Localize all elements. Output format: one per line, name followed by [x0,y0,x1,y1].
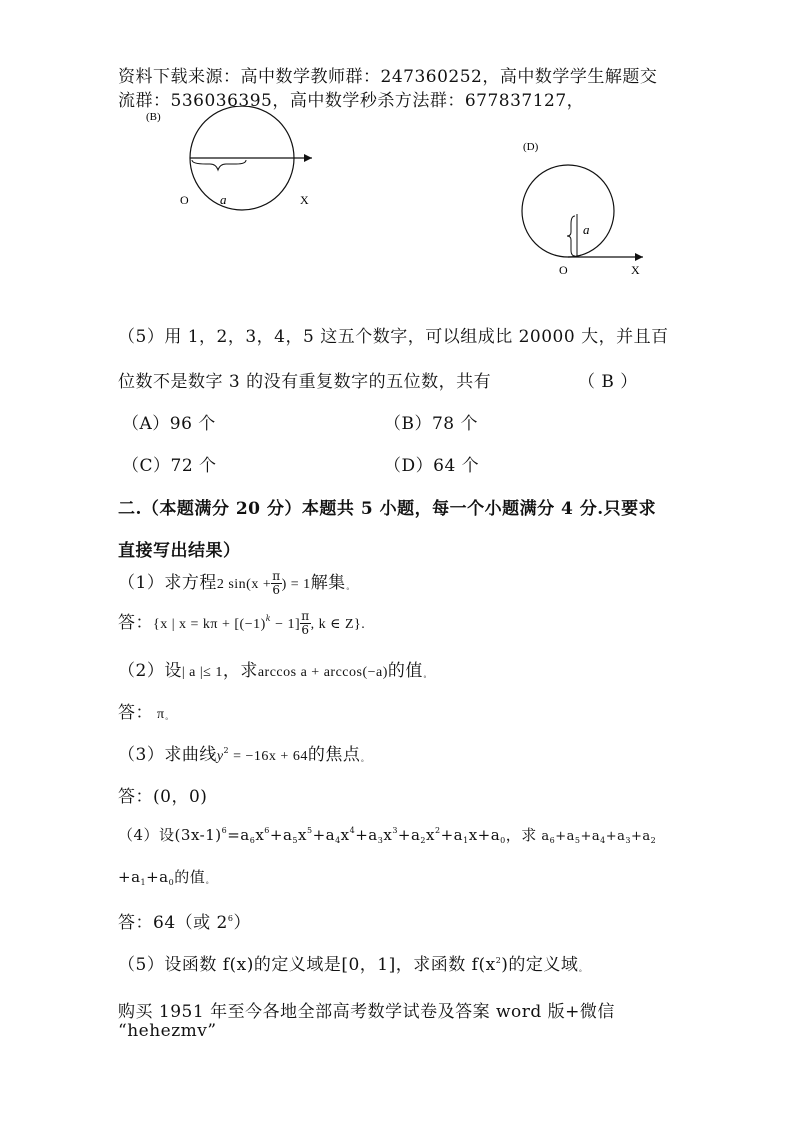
p4-answer: 答：64（或 $2^6$） [118,913,251,933]
p1-fraction: $\frac{\pi}{6}$ [272,569,281,597]
p4-sum: $a_6+a_5+a_4+a_3+a_2$ [536,829,657,845]
p1-question: （1）求方程2 sin(x + $\frac{\pi}{6}$ ) = 1解集˳ [118,569,351,597]
p3-curve: y [216,749,224,764]
p1-equation-left: 2 sin(x + [216,577,272,592]
p2-answer: 答： π˳ [118,703,170,723]
section2-title-line-2: 直接写出结果） [118,541,241,561]
figure-b [140,106,340,211]
p4-polynomial: $a_6x^6+a_5x^5+a_4x^4+a_3x^3+a_2x^2+a_1x+a_0$ [240,826,506,845]
q5-answer: （ B ） [578,372,638,392]
q5-option-a: （A）96 个 [122,414,216,434]
p2-expression: arccos a + arccos(−a) [257,665,388,680]
q5-option-d: （D）64 个 [384,456,480,476]
figure-d-origin-label: O [559,263,568,277]
figure-b-alpha-label: a [220,192,227,207]
p1-equation-right: ) = 1 [281,577,311,592]
section2-title-line-1: 二.（本题满分 20 分）本题共 5 小题，每一个小题满分 4 分.只要求 [118,499,657,519]
p1-answer: 答：{x | $x = k\pi + [(-1)^k - 1]$ $\frac{\pi}{6}$ , k ∈ Z}. [118,609,366,637]
figure-d-axis-label: X [631,263,640,277]
p3-answer: 答：(0，0) [118,787,208,807]
p3-question: （3）求曲线$y^2 = -16x + 64$的焦点˳ [118,745,365,765]
q5-line-1: （5）用 1，2，3，4，5 这五个数字，可以组成比 20000 大，并且百 [118,327,669,347]
figure-d-circle [522,165,614,257]
p4-question: （4）设$(3x-1)^6=a_6x^6+a_5x^5+a_4x^4+a_3x^3+a_2x^2+a_1x+a_0$，求 $a_6+a_5+a_4+a_3+a_2$ [118,826,657,845]
p1-answer-fraction: $\frac{\pi}{6}$ [301,609,310,637]
q5-option-b: （B）78 个 [384,414,479,434]
figure-b-arrow [304,154,312,162]
p2-condition: | a |≤ 1 [181,665,223,680]
figure-b-brace [192,160,246,170]
footer-line-1: 购买 1951 年至今各地全部高考数学试卷及答案 word 版+微信 [118,1002,615,1022]
p1-answer-set: {x | x = kπ + [(−1) [153,617,266,632]
figure-d [515,134,665,282]
figure-b-origin-label: O [180,193,189,207]
p4-question-line-2: $+a_1+a_0$的值˳ [118,868,210,887]
p4-sum-tail: $+a_1+a_0$ [118,868,175,887]
footer-line-2: “hehezmv” [118,1021,217,1041]
figure-d-arrow [635,253,643,261]
p2-question: （2）设| a |≤ 1，求arccos a + arccos(−a)的值˳ [118,661,428,681]
figure-b-tag: (B) [146,111,161,123]
q5-line-2: 位数不是数字 3 的没有重复数字的五位数，共有 [118,372,492,392]
q5-option-c: （C）72 个 [122,456,217,476]
figure-d-brace [567,216,575,256]
header-line-1: 资料下载来源：高中数学教师群：247360252，高中数学学生解题交 [118,67,658,87]
p5-question: （5）设函数 f(x)的定义域是[0，1]，求函数 $f(x^2)$的定义域˳ [118,955,583,975]
figure-b-axis-label: X [300,193,309,207]
header-line-2: 流群：536036395，高中数学秒杀方法群：677837127， [118,91,585,111]
figure-d-tag: (D) [523,141,539,153]
figure-d-alpha-label: a [583,222,590,237]
